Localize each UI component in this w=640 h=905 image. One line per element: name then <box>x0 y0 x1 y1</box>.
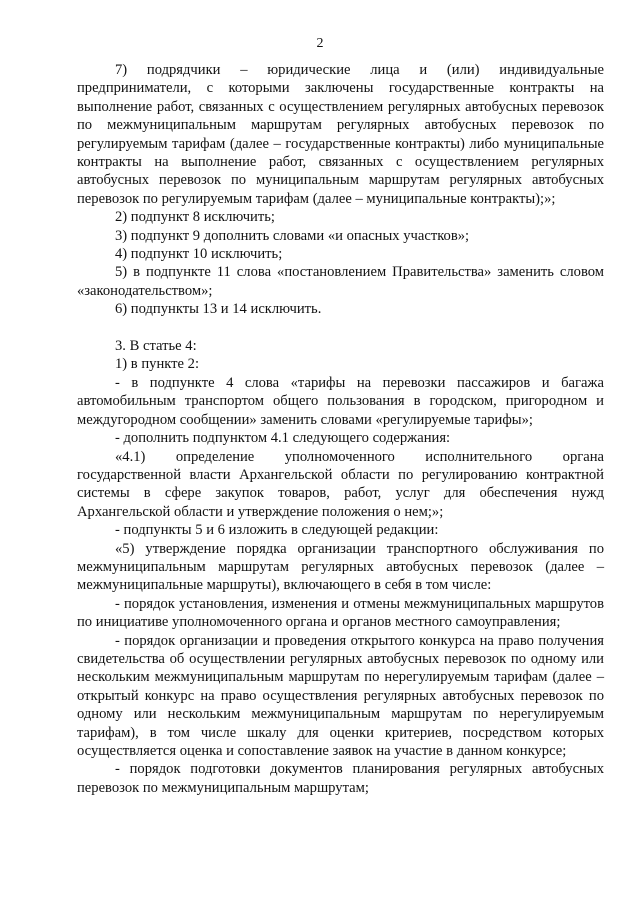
paragraph-add-subpoint-4-1: - дополнить подпунктом 4.1 следующего содержания: <box>115 430 451 447</box>
paragraph-subpoint-4-1-text: «4.1) определение уполномоченного исполнительного органа государственной власти Архангельской области по регулированию контрактной системы в сфере закупок товаров, работ, услуг для обеспечения нужд Архангельской области и утверждение положения о нем;»; <box>77 448 604 520</box>
paragraph-item-6: 6) подпункты 13 и 14 исключить. <box>115 301 322 318</box>
paragraph-open-competition: - порядок организации и проведения открытого конкурса на право получения свидетельства об осуществлении регулярных автобусных перевозок по одному или нескольким межмуниципальным маршрутам по нерегулируемым тарифам (далее – открытый конкурс на право осуществления регулярных автобусных перевозок по одному или нескольким межмуниципальным маршрутам по нерегулируемым тарифам), в том числе шкалу для оценки критериев, посредством которых осуществляется оценка и сопоставление заявок на участие в данном конкурсе; <box>77 632 604 760</box>
paragraph-subpoints-5-6: - подпункты 5 и 6 изложить в следующей редакции: <box>115 522 439 539</box>
paragraph-planning-documents: - порядок подготовки документов планирования регулярных автобусных перевозок по межмуниципальным маршрутам; <box>77 761 604 796</box>
paragraph-item-5: 5) в подпункте 11 слова «постановлением Правительства» заменить словом «законодательством»; <box>77 264 604 299</box>
paragraph-item-4: 4) подпункт 10 исключить; <box>115 246 283 263</box>
paragraph-subpoint-5-text: «5) утверждение порядка организации транспортного обслуживания по межмуниципальным маршрутам регулярных автобусных перевозок (далее – межмуниципальные маршруты), включающего в себя в том числе: <box>77 540 604 594</box>
paragraph-item-2: 2) подпункт 8 исключить; <box>115 209 275 226</box>
document-body <box>77 61 604 797</box>
page-number: 2 <box>316 36 324 51</box>
paragraph-item-3: 3) подпункт 9 дополнить словами «и опасных участков»; <box>115 227 470 244</box>
paragraph-routes-procedure: - порядок установления, изменения и отмены межмуниципальных маршрутов по инициативе уполномоченного органа и органов местного самоуправления; <box>77 595 604 631</box>
paragraph-subpoint-4-change: - в подпункте 4 слова «тарифы на перевозки пассажиров и багажа автомобильным транспортом общего пользования в городском, пригородном и междугородном сообщении» заменить словами «регулируемые тарифы»; <box>77 374 604 428</box>
section-heading-article-4: 3. В статье 4: <box>115 338 197 355</box>
paragraph-point-2: 1) в пункте 2: <box>115 356 200 373</box>
paragraph-contractors-definition: 7) подрядчики – юридические лица и (или) индивидуальные предприниматели, с которыми заключены государственные контракты на выполнение работ, связанных с осуществлением регулярных автобусных перевозок по межмуниципальным маршрутам регулярных автобусных перевозок по регулируемым тарифам (далее – государственные контракты) либо муниципальные контракты на выполнение работ, связанных с осуществлением регулярных автобусных перевозок по муниципальным маршрутам регулярных автобусных перевозок по регулируемым тарифам (далее – муниципальные контракты);»; <box>77 62 604 207</box>
